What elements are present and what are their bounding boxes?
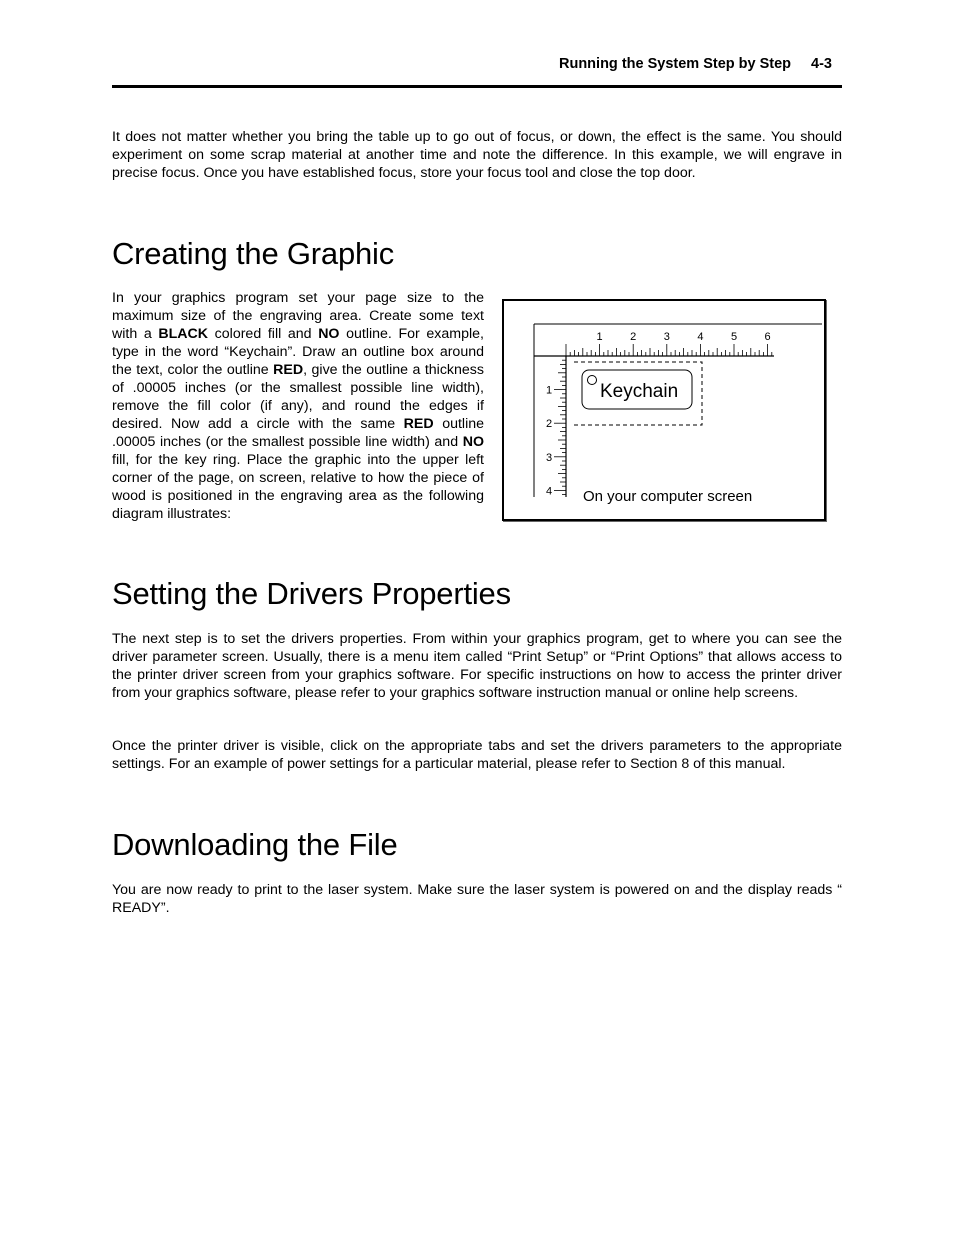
top-ruler-label: 2 (630, 331, 637, 343)
creating-graphic-paragraph (112, 289, 484, 523)
left-ruler-label: 2 (545, 418, 553, 431)
section-title: Running the System Step by Step (559, 56, 792, 72)
text-run: fill, for the key ring. Place the graphic into the upper left corner of the page, on screen, relative to how the piece of wood is positioned in the engraving area as the following diagram illustrates: (112, 452, 484, 522)
text-run: outline .00005 inches (or the smallest possible line width) and (112, 416, 485, 450)
screen-layout-diagram (502, 299, 826, 521)
text-run: , give the outline a thickness of .00005 inches (or the smallest possible line width), remove the fill color (if any), and round the edges if desired. Now add a circle with the same (112, 362, 484, 432)
key-ring-circle (588, 376, 597, 385)
heading-downloading-file: Downloading the File (112, 827, 398, 862)
diagram-svg (504, 301, 824, 519)
bold-run: BLACK (158, 326, 209, 342)
heading-drivers-properties: Setting the Drivers Properties (112, 576, 511, 611)
figure-caption: On your computer screen (583, 488, 753, 505)
top-ruler-label: 1 (596, 331, 603, 343)
left-ruler-labels (546, 385, 552, 498)
heading-creating-graphic: Creating the Graphic (112, 236, 395, 271)
text-run: In your graphics program set your page size to the maximum size of the engraving area. Create some text with a (112, 290, 484, 342)
header-rule (112, 85, 842, 88)
top-ruler-ticks (566, 344, 772, 356)
keychain-text: Keychain (600, 381, 679, 402)
intro-paragraph: It does not matter whether you bring the table up to go out of focus, or down, the effect is the same. You should experiment on some scrap material at another time and note the difference. In this example, we will engrave in precise focus. Once you have established focus, store your focus tool and close the top door. (112, 129, 842, 181)
page-number: 4-3 (811, 56, 832, 72)
top-ruler-label: 6 (764, 331, 771, 343)
drivers-paragraph-2: Once the printer driver is visible, click on the appropriate tabs and set the drivers parameters to the appropriate settings. For an example of power settings for a particular material, please refer to Section 8 of this manual. (112, 738, 842, 772)
top-ruler-label: 5 (730, 331, 738, 343)
bold-run: RED (403, 416, 434, 432)
left-ruler-label: 3 (545, 451, 553, 464)
top-ruler-label: 4 (697, 331, 704, 343)
top-ruler-labels (597, 331, 771, 343)
page-header (112, 56, 842, 72)
top-ruler-label: 3 (663, 331, 670, 343)
left-ruler-label: 1 (545, 384, 553, 397)
bold-run: NO (462, 434, 484, 450)
left-ruler-ticks (554, 356, 566, 495)
drivers-paragraph-1: The next step is to set the drivers properties. From within your graphics program, get to where you can see the driver parameter screen. Usually, there is a menu item called “Print Setup” or “Print Options” that allows access to the printer driver screen from your graphics software. For specific instructions on how to access the printer driver from your graphics software, please refer to your graphics software instruction manual or online help screens. (112, 631, 842, 701)
download-paragraph: You are now ready to print to the laser system. Make sure the laser system is powered on and the display reads “ READY”. (112, 882, 842, 916)
bold-run: RED (273, 362, 304, 378)
bold-run: NO (318, 326, 340, 342)
text-run: outline. For example, type in the word “Keychain”. Draw an outline box around the text, color the outline (112, 326, 484, 378)
text-run: colored fill and (208, 326, 319, 342)
left-ruler-label: 4 (545, 485, 553, 498)
